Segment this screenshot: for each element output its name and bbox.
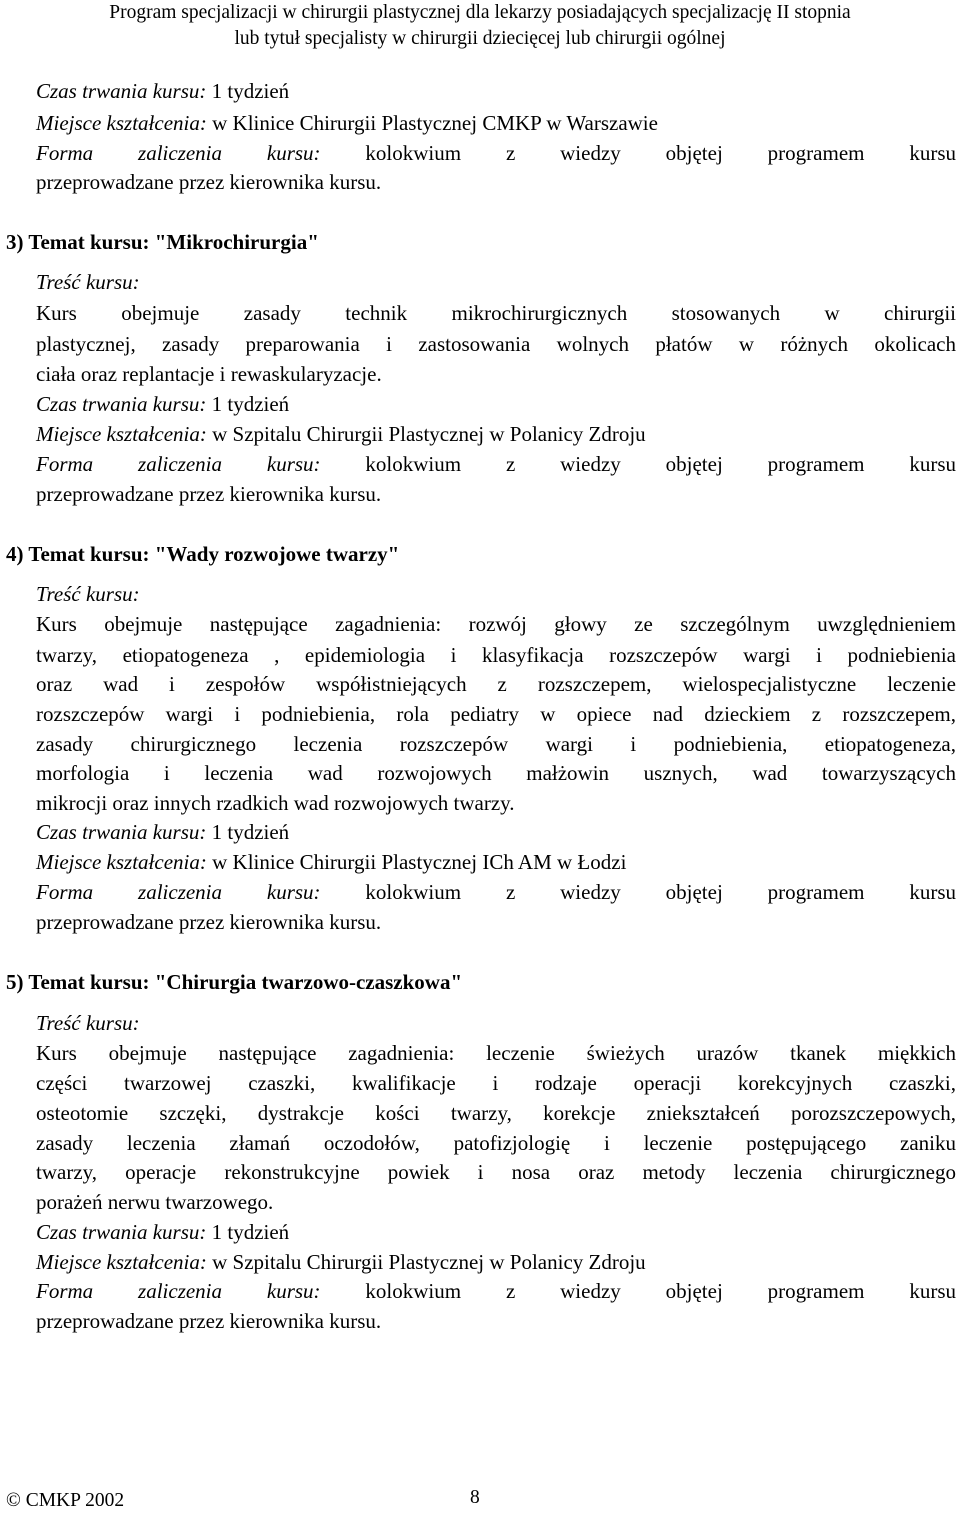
assessment-line: Forma zaliczenia kursu: kolokwium z wiedzy objętej programem kursu <box>36 880 956 904</box>
duration-line <box>36 818 956 846</box>
content-line: Kurs obejmuje następujące zagadnienia: rozwój głowy ze szczególnym uwzględnieniem <box>36 612 956 636</box>
location-value: w Szpitalu Chirurgii Plastycznej w Polanicy Zdroju <box>212 1250 646 1274</box>
content-line: morfologia i leczenia wad rozwojowych małżowin usznych, wad towarzyszących <box>36 761 956 785</box>
duration-value: 1 tydzień <box>211 820 290 844</box>
content-label: Treść kursu: <box>36 1011 140 1035</box>
content-line: mikrocji oraz innych rzadkich wad rozwojowych twarzy. <box>36 791 515 815</box>
footer-copyright: © CMKP 2002 <box>6 1490 125 1511</box>
content-line: zasady leczenia złamań oczodołów, patofizjologię i leczenie postępującego zaniku <box>36 1131 956 1155</box>
content-line: porażeń nerwu twarzowego. <box>36 1190 274 1214</box>
header-line-2: lub tytuł specjalisty w chirurgii dziecięcej lub chirurgii ogólnej <box>234 28 726 49</box>
location-value: w Szpitalu Chirurgii Plastycznej w Polanicy Zdroju <box>212 422 646 446</box>
duration-label: Czas trwania kursu: <box>36 79 207 103</box>
section-heading: 3) Temat kursu: "Mikrochirurgia" <box>6 230 319 254</box>
content-line: zasady chirurgicznego leczenia rozszczepów wargi i podniebienia, etiopatogeneza, <box>36 732 956 756</box>
location-label: Miejsce kształcenia: <box>36 422 207 446</box>
header-line-1: Program specjalizacji w chirurgii plastycznej dla lekarzy posiadających specjalizację II stopnia <box>109 2 851 23</box>
duration-value: 1 tydzień <box>211 79 290 103</box>
assessment-continuation: przeprowadzane przez kierownika kursu. <box>36 1309 382 1333</box>
duration-label: Czas trwania kursu: <box>36 820 207 844</box>
assessment-line: Forma zaliczenia kursu: kolokwium z wiedzy objętej programem kursu <box>36 141 956 165</box>
duration-line <box>36 390 956 418</box>
content-line: osteotomie szczęki, dystrakcje kości twarzy, korekcje zniekształceń porozszczepowych, <box>36 1101 956 1125</box>
section-heading: 5) Temat kursu: "Chirurgia twarzowo-czaszkowa" <box>6 970 463 994</box>
content-line: oraz wad i zespołów współistniejących z rozszczepem, wielospecjalistyczne leczenie <box>36 672 956 696</box>
content-line: części twarzowej czaszki, kwalifikacje i rodzaje operacji korekcyjnych czaszki, <box>36 1071 956 1095</box>
content-label: Treść kursu: <box>36 582 140 606</box>
content-line: plastycznej, zasady preparowania i zastosowania wolnych płatów w różnych okolicach <box>36 332 956 356</box>
location-line <box>36 109 956 137</box>
content-line: ciała oraz replantacje i rewaskularyzacje. <box>36 362 382 386</box>
assessment-continuation: przeprowadzane przez kierownika kursu. <box>36 170 382 194</box>
assessment-line: Forma zaliczenia kursu: kolokwium z wiedzy objętej programem kursu <box>36 452 956 476</box>
content-line: twarzy, operacje rekonstrukcyjne powiek i nosa oraz metody leczenia chirurgicznego <box>36 1160 956 1184</box>
location-line <box>36 420 956 448</box>
assessment-continuation: przeprowadzane przez kierownika kursu. <box>36 482 382 506</box>
content-line: Kurs obejmuje zasady technik mikrochirurgicznych stosowanych w chirurgii <box>36 301 956 325</box>
duration-line <box>36 77 956 105</box>
duration-label: Czas trwania kursu: <box>36 1220 207 1244</box>
location-value: w Klinice Chirurgii Plastycznej CMKP w Warszawie <box>212 111 658 135</box>
duration-line <box>36 1218 956 1246</box>
location-line <box>36 848 956 876</box>
content-line: twarzy, etiopatogeneza , epidemiologia i klasyfikacja rozszczepów wargi i podniebienia <box>36 643 956 667</box>
location-label: Miejsce kształcenia: <box>36 850 207 874</box>
location-value: w Klinice Chirurgii Plastycznej ICh AM w Łodzi <box>212 850 627 874</box>
location-label: Miejsce kształcenia: <box>36 111 207 135</box>
content-line: rozszczepów wargi i podniebienia, rola pediatry w opiece nad dzieckiem z rozszczepem, <box>36 702 956 726</box>
assessment-line: Forma zaliczenia kursu: kolokwium z wiedzy objętej programem kursu <box>36 1279 956 1303</box>
content-label: Treść kursu: <box>36 270 140 294</box>
assessment-continuation: przeprowadzane przez kierownika kursu. <box>36 910 382 934</box>
page-number: 8 <box>470 1487 480 1508</box>
section-heading: 4) Temat kursu: "Wady rozwojowe twarzy" <box>6 542 400 566</box>
duration-value: 1 tydzień <box>211 1220 290 1244</box>
location-line <box>36 1248 956 1276</box>
duration-label: Czas trwania kursu: <box>36 392 207 416</box>
duration-value: 1 tydzień <box>211 392 290 416</box>
page-header <box>0 0 960 52</box>
location-label: Miejsce kształcenia: <box>36 1250 207 1274</box>
content-line: Kurs obejmuje następujące zagadnienia: leczenie świeżych urazów tkanek miękkich <box>36 1041 956 1065</box>
